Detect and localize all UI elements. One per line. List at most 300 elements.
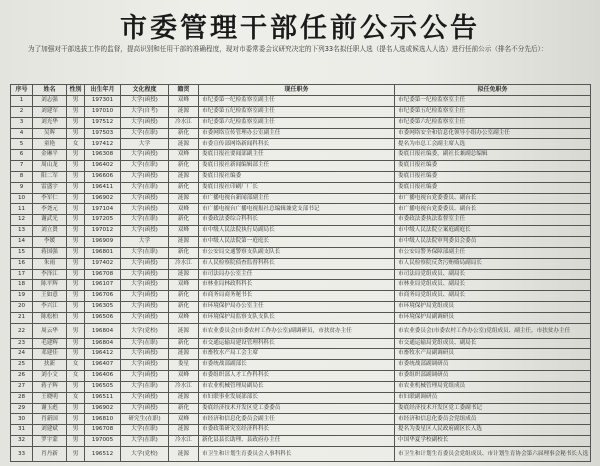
- row-hometown: 涟源: [169, 171, 199, 182]
- row-education: 大学(函授): [121, 117, 169, 128]
- row-current-post: 市纪委第五纪检监察室副主任: [199, 106, 395, 117]
- row-education: 大学(在职): [121, 436, 169, 447]
- row-gender: 男: [67, 247, 85, 258]
- row-education: 大学(函授): [121, 96, 169, 107]
- intro-paragraph: 为了加强对干部选拔工作的监督，提高识别和任用干部的准确程度，现对市委常委会议研究决定的下列33名拟任职人选（提名人选或候选人人选）进行任前公示（排名不分先后）：: [28, 45, 548, 53]
- row-birth: 197012: [85, 226, 121, 237]
- row-index: 33: [11, 446, 33, 461]
- row-education: 大学(函授): [121, 269, 169, 280]
- row-name: 李尧元: [33, 204, 67, 215]
- row-hometown: 新化: [169, 302, 199, 313]
- row-index: 27: [11, 381, 33, 392]
- row-gender: 男: [67, 171, 85, 182]
- row-hometown: 新化: [169, 215, 199, 226]
- table-body: [11, 96, 591, 462]
- row-current-post: 市委政法委综合科科长: [199, 215, 395, 226]
- row-gender: 男: [67, 215, 85, 226]
- header-index: 序号: [11, 85, 33, 96]
- row-gender: 男: [67, 269, 85, 280]
- row-birth: 196308: [85, 150, 121, 161]
- row-education: 大学(函授): [121, 392, 169, 403]
- table-row: [11, 171, 591, 182]
- row-current-post: 市委统战部副部长: [199, 360, 395, 371]
- row-name: 李媛: [33, 236, 67, 247]
- row-hometown: 双峰: [169, 414, 199, 425]
- row-gender: 男: [67, 117, 85, 128]
- row-education: 大学(在职): [121, 128, 169, 139]
- row-birth: 196505: [85, 381, 121, 392]
- row-birth: 196801: [85, 247, 121, 258]
- row-current-post: 市委组织部人才工作科科长: [199, 371, 395, 382]
- row-proposed-post: 市农业机械管理局党组成员: [395, 381, 591, 392]
- row-index: 9: [11, 182, 33, 193]
- table-row: [11, 360, 591, 371]
- row-name: 刘建斌: [33, 425, 67, 436]
- row-education: 大学(函授): [121, 193, 169, 204]
- row-education: 大学(函授): [121, 171, 169, 182]
- row-hometown: 涟源: [169, 392, 199, 403]
- row-proposed-post: 娄底日报社编委: [395, 182, 591, 193]
- row-proposed-post: 市委政法委执法监督室主任: [395, 215, 591, 226]
- row-current-post: 市农业委员会(市委农村工作办公室)副调研员，市扶贫办主任: [199, 323, 395, 338]
- row-gender: 男: [67, 226, 85, 237]
- row-hometown: 双峰: [169, 312, 199, 323]
- row-gender: 男: [67, 302, 85, 313]
- row-hometown: 涟源: [169, 106, 199, 117]
- row-index: 8: [11, 171, 33, 182]
- row-current-post: 市委宣传部网络新闻科科长: [199, 139, 395, 150]
- row-hometown: 涟源: [169, 323, 199, 338]
- row-birth: 196706: [85, 291, 121, 302]
- row-proposed-post: 提名为娄星区人民政府副区长人选: [395, 425, 591, 436]
- row-current-post: 娄底经济技术开发区党工委委员: [199, 403, 395, 414]
- row-birth: 196902: [85, 403, 121, 414]
- row-name: 蒋国强: [33, 247, 67, 258]
- row-index: 1: [11, 96, 33, 107]
- row-education: 大学(函授): [121, 302, 169, 313]
- row-gender: 男: [67, 258, 85, 269]
- row-proposed-post: 市林业局党组成员、副局长: [395, 280, 591, 291]
- table-row: [11, 128, 591, 139]
- row-hometown: 娄星: [169, 360, 199, 371]
- row-education: 大学(函授): [121, 349, 169, 360]
- row-current-post: 市纪委第六纪检监察室副主任: [199, 117, 395, 128]
- row-birth: 197512: [85, 117, 121, 128]
- row-name: 周云华: [33, 323, 67, 338]
- row-gender: 男: [67, 349, 85, 360]
- row-education: 大学(在职): [121, 425, 169, 436]
- row-current-post: 市环境保护局监察支队支队长: [199, 312, 395, 323]
- row-index: 13: [11, 226, 33, 237]
- row-index: 16: [11, 258, 33, 269]
- table-row: [11, 291, 591, 302]
- candidate-table: [10, 84, 591, 462]
- row-education: 大学(函授): [121, 280, 169, 291]
- row-current-post: 市林业局林政科科长: [199, 280, 395, 291]
- row-birth: 196810: [85, 414, 121, 425]
- row-current-post: 市中级人民法院执行局副局长: [199, 226, 395, 237]
- row-current-post: 娄底日报社印刷厂厂长: [199, 182, 395, 193]
- row-birth: 196902: [85, 193, 121, 204]
- row-index: 32: [11, 436, 33, 447]
- row-current-post: 市公安局交通警察支队副支队长: [199, 247, 395, 258]
- row-current-post: 市人民检察院侦查监督科科长: [199, 258, 395, 269]
- row-proposed-post: 市农业委员会(市委农村工作办公室)党组成员、副主任，市扶贫办主任: [395, 323, 591, 338]
- row-education: 研究生(在职): [121, 414, 169, 425]
- table-row: [11, 302, 591, 313]
- row-gender: 男: [67, 323, 85, 338]
- row-proposed-post: 市中级人民法院审判委员会委员: [395, 236, 591, 247]
- row-name: 罗宇蒙: [33, 436, 67, 447]
- row-proposed-post: 市商务局党组成员、副局长: [395, 291, 591, 302]
- row-name: 童艳: [33, 139, 67, 150]
- header-current-post: 现任职务: [199, 85, 395, 96]
- row-education: 大学(函授): [121, 258, 169, 269]
- row-index: 7: [11, 161, 33, 172]
- row-hometown: 双峰: [169, 280, 199, 291]
- row-birth: 197005: [85, 436, 121, 447]
- row-name: 刘立贤: [33, 226, 67, 237]
- row-hometown: 涟源: [169, 193, 199, 204]
- row-gender: 男: [67, 161, 85, 172]
- row-proposed-post: 娄底日报社编委: [395, 161, 591, 172]
- row-proposed-post: 中国华夏学校副校长: [395, 436, 591, 447]
- row-proposed-post: 市司法局党组成员、副局长: [395, 269, 591, 280]
- row-index: 31: [11, 425, 33, 436]
- row-education: 大学(函授): [121, 403, 169, 414]
- row-proposed-post: 娄底日报社编委: [395, 171, 591, 182]
- table-row: [11, 392, 591, 403]
- table-row: [11, 349, 591, 360]
- row-gender: 女: [67, 360, 85, 371]
- row-hometown: 冷水江: [169, 381, 199, 392]
- row-hometown: 双峰: [169, 204, 199, 215]
- row-name: 谢武光: [33, 215, 67, 226]
- row-gender: 男: [67, 96, 85, 107]
- row-education: 大学(在职): [121, 381, 169, 392]
- header-name: 姓名: [33, 85, 67, 96]
- row-hometown: 新化: [169, 182, 199, 193]
- row-gender: 男: [67, 193, 85, 204]
- row-current-post: 市委网络宣传管理办公室副主任: [199, 128, 395, 139]
- table-row: [11, 117, 591, 128]
- row-index: 11: [11, 204, 33, 215]
- row-proposed-post: 娄底日报社编委，副社长兼副总编辑: [395, 150, 591, 161]
- row-gender: 男: [67, 312, 85, 323]
- row-proposed-post: 娄底经济技术开发区党工委副书记: [395, 403, 591, 414]
- row-index: 29: [11, 403, 33, 414]
- table-row: [11, 436, 591, 447]
- row-name: 陈松柏: [33, 312, 67, 323]
- row-proposed-post: 市畜牧水产局副调研员: [395, 349, 591, 360]
- row-proposed-post: 市中级人民法院立案庭副庭长: [395, 226, 591, 237]
- row-proposed-post: 市卫生和计划生育委员会党组成员、市计划生育协会第六届理事会秘书长人选: [395, 446, 591, 461]
- row-index: 24: [11, 349, 33, 360]
- row-hometown: 涟源: [169, 269, 199, 280]
- row-education: 大学: [121, 236, 169, 247]
- row-name: 肖新国: [33, 414, 67, 425]
- row-index: 4: [11, 128, 33, 139]
- row-index: 12: [11, 215, 33, 226]
- row-index: 10: [11, 193, 33, 204]
- row-birth: 197010: [85, 106, 121, 117]
- row-name: 李泽江: [33, 269, 67, 280]
- row-birth: 197205: [85, 215, 121, 226]
- row-education: 大学(党校): [121, 323, 169, 338]
- row-birth: 196506: [85, 312, 121, 323]
- row-index: 17: [11, 269, 33, 280]
- row-hometown: 涟源: [169, 446, 199, 461]
- row-education: 大学(在职): [121, 338, 169, 349]
- row-gender: 男: [67, 204, 85, 215]
- row-hometown: 新化: [169, 247, 199, 258]
- row-hometown: 涟源: [169, 349, 199, 360]
- row-gender: 男: [67, 436, 85, 447]
- row-name: 刘志强: [33, 96, 67, 107]
- row-birth: 196411: [85, 182, 121, 193]
- row-index: 19: [11, 291, 33, 302]
- row-birth: 197402: [85, 258, 121, 269]
- row-current-post: 市环境保护局办公室主任: [199, 302, 395, 313]
- row-name: 周山龙: [33, 161, 67, 172]
- row-name: 刘小文: [33, 371, 67, 382]
- page-title: 市委管理干部任前公示公告: [120, 13, 480, 44]
- row-gender: 男: [67, 403, 85, 414]
- row-name: 王晓明: [33, 392, 67, 403]
- table-row: [11, 193, 591, 204]
- row-proposed-post: 市委组织部副调研员: [395, 371, 591, 382]
- row-index: 18: [11, 280, 33, 291]
- header-hometown: 籍贯: [169, 85, 199, 96]
- row-proposed-post: 市妇联副调研员: [395, 392, 591, 403]
- row-name: 扶新: [33, 360, 67, 371]
- table-row: [11, 247, 591, 258]
- row-current-post: 市广播电视台广播电视报社总编辑兼党支部书记: [199, 204, 395, 215]
- row-name: 吴晖: [33, 128, 67, 139]
- row-proposed-post: 市交通运输局党组成员、副局长: [395, 338, 591, 349]
- header-proposed-post: 拟任免职务: [395, 85, 591, 96]
- row-name: 谢玉彪: [33, 403, 67, 414]
- row-birth: 196708: [85, 269, 121, 280]
- row-name: 李兴江: [33, 302, 67, 313]
- row-birth: 196407: [85, 360, 121, 371]
- row-current-post: 市中级人民法院第一庭庭长: [199, 236, 395, 247]
- row-proposed-post: 市委网络安全和信息化领导小组办公室副主任: [395, 128, 591, 139]
- row-index: 14: [11, 236, 33, 247]
- row-birth: 197503: [85, 128, 121, 139]
- table-row: [11, 226, 591, 237]
- row-proposed-post: 市委统战部副调研员: [395, 360, 591, 371]
- row-proposed-post: 提名为市总工会副主席人选: [395, 139, 591, 150]
- row-education: 大学(函授): [121, 371, 169, 382]
- row-name: 刘光华: [33, 117, 67, 128]
- row-hometown: 冷水江: [169, 258, 199, 269]
- row-hometown: 新化: [169, 338, 199, 349]
- row-current-post: 市广播电视台新闻部副主任: [199, 193, 395, 204]
- row-proposed-post: 市纪委第一纪检监察室主任: [395, 96, 591, 107]
- row-birth: 196512: [85, 446, 121, 461]
- row-hometown: 双峰: [169, 96, 199, 107]
- row-gender: 男: [67, 414, 85, 425]
- row-birth: 196305: [85, 302, 121, 313]
- table-row: [11, 215, 591, 226]
- row-education: 大学(函授): [121, 312, 169, 323]
- row-education: 大学(在职): [121, 161, 169, 172]
- row-birth: 196708: [85, 425, 121, 436]
- table-row: [11, 269, 591, 280]
- row-hometown: 新化: [169, 128, 199, 139]
- row-hometown: 涟源: [169, 425, 199, 436]
- row-current-post: 市畜牧水产局工会主席: [199, 349, 395, 360]
- row-education: 大学(函授): [121, 291, 169, 302]
- row-gender: 女: [67, 371, 85, 382]
- row-hometown: 新化: [169, 161, 199, 172]
- row-hometown: 双峰: [169, 371, 199, 382]
- row-index: 23: [11, 338, 33, 349]
- row-current-post: 市司法局办公室主任: [199, 269, 395, 280]
- row-name: 蒋子辉: [33, 381, 67, 392]
- row-education: 大学: [121, 139, 169, 150]
- table-row: [11, 139, 591, 150]
- row-education: 大学(自考): [121, 106, 169, 117]
- row-education: 大学(在职): [121, 182, 169, 193]
- row-gender: 男: [67, 446, 85, 461]
- row-current-post: 市商务局商务秘书长: [199, 291, 395, 302]
- table-row: [11, 425, 591, 436]
- row-current-post: 市妇联事业发展部部长: [199, 392, 395, 403]
- row-index: 20: [11, 302, 33, 313]
- row-index: 30: [11, 414, 33, 425]
- row-gender: 男: [67, 425, 85, 436]
- row-hometown: 新化: [169, 403, 199, 414]
- row-proposed-post: 市广播电视台党委委员、副台长: [395, 204, 591, 215]
- row-birth: 196804: [85, 323, 121, 338]
- row-name: 陈平辉: [33, 280, 67, 291]
- row-proposed-post: 市纪委第六纪检监察室主任: [395, 117, 591, 128]
- row-proposed-post: 市广播电视台党委委员、副台长: [395, 193, 591, 204]
- row-hometown: 冷水江: [169, 117, 199, 128]
- row-birth: 196412: [85, 349, 121, 360]
- header-gender: 性别: [67, 85, 85, 96]
- row-proposed-post: 市经济和信息化委员会党组成员: [395, 414, 591, 425]
- row-education: 大学(函授): [121, 150, 169, 161]
- table-row: [11, 106, 591, 117]
- row-hometown: 涟源: [169, 139, 199, 150]
- row-education: 大学(函授): [121, 360, 169, 371]
- row-birth: 196804: [85, 338, 121, 349]
- row-current-post: 娄底日报社新闻编辑部主任: [199, 161, 395, 172]
- row-index: 26: [11, 371, 33, 382]
- row-current-post: 市委政策研究室经济科科长: [199, 425, 395, 436]
- row-gender: 女: [67, 139, 85, 150]
- row-name: 阳二军: [33, 171, 67, 182]
- row-birth: 196107: [85, 280, 121, 291]
- table-row: [11, 323, 591, 338]
- row-education: 大学(函授): [121, 226, 169, 237]
- row-name: 王如意: [33, 291, 67, 302]
- table-row: [11, 150, 591, 161]
- table-row: [11, 312, 591, 323]
- table-row: [11, 236, 591, 247]
- table-row: [11, 182, 591, 193]
- row-hometown: 新化: [169, 291, 199, 302]
- row-index: 3: [11, 117, 33, 128]
- row-current-post: 娄底日报社要闻部副主任: [199, 150, 395, 161]
- row-gender: 男: [67, 106, 85, 117]
- table-row: [11, 96, 591, 107]
- row-proposed-post: 市人民检察院反贪污贿赂局副局长: [395, 258, 591, 269]
- row-birth: 196909: [85, 236, 121, 247]
- row-name: 邓建佳: [33, 349, 67, 360]
- row-gender: 男: [67, 338, 85, 349]
- row-index: 2: [11, 106, 33, 117]
- row-current-post: 娄底日报社编委: [199, 171, 395, 182]
- row-proposed-post: 市纪委第五纪检监察室主任: [395, 106, 591, 117]
- table-row: [11, 258, 591, 269]
- row-index: 15: [11, 247, 33, 258]
- row-education: 大学(函授): [121, 204, 169, 215]
- row-gender: 男: [67, 381, 85, 392]
- header-education: 文化程度: [121, 85, 169, 96]
- row-name: 刘建军: [33, 106, 67, 117]
- row-hometown: 双峰: [169, 150, 199, 161]
- row-birth: 196402: [85, 161, 121, 172]
- row-gender: 男: [67, 128, 85, 139]
- row-birth: 196606: [85, 171, 121, 182]
- row-birth: 196511: [85, 392, 121, 403]
- row-index: 22: [11, 323, 33, 338]
- table-row: [11, 414, 591, 425]
- table-row: [11, 371, 591, 382]
- row-gender: 男: [67, 236, 85, 247]
- table-header-row: [11, 85, 591, 96]
- table-row: [11, 280, 591, 291]
- row-birth: 197412: [85, 139, 121, 150]
- row-gender: 女: [67, 392, 85, 403]
- table-row: [11, 338, 591, 349]
- row-index: 28: [11, 392, 33, 403]
- row-current-post: 市交通运输局建设管理科科长: [199, 338, 395, 349]
- row-hometown: 双峰: [169, 226, 199, 237]
- row-current-post: 市卫生和计划生育委员会人事科科长: [199, 446, 395, 461]
- row-education: 大学(党校): [121, 446, 169, 461]
- row-gender: 男: [67, 150, 85, 161]
- table-row: [11, 403, 591, 414]
- row-gender: 男: [67, 280, 85, 291]
- table-row: [11, 446, 591, 461]
- row-name: 金琳平: [33, 150, 67, 161]
- row-current-post: 市农业机械管理局副局长: [199, 381, 395, 392]
- row-proposed-post: 市环境保护局党组成员: [395, 302, 591, 313]
- table-row: [11, 161, 591, 172]
- header-birth: 出生年月: [85, 85, 121, 96]
- row-index: 21: [11, 312, 33, 323]
- row-birth: 197301: [85, 96, 121, 107]
- row-current-post: 市经济和信息化委员会副主任: [199, 414, 395, 425]
- row-index: 6: [11, 150, 33, 161]
- row-education: 大学(在职): [121, 247, 169, 258]
- row-name: 肖丹新: [33, 446, 67, 461]
- row-name: 朱雨: [33, 258, 67, 269]
- row-name: 毛建辉: [33, 338, 67, 349]
- row-name: 雷盛宇: [33, 182, 67, 193]
- row-current-post: 新化县县长助理、县政府办主任: [199, 436, 395, 447]
- row-proposed-post: 市公安局警务保障部副主任: [395, 247, 591, 258]
- row-gender: 男: [67, 291, 85, 302]
- row-hometown: 冷水江: [169, 436, 199, 447]
- row-education: 大学(在职): [121, 215, 169, 226]
- row-index: 5: [11, 139, 33, 150]
